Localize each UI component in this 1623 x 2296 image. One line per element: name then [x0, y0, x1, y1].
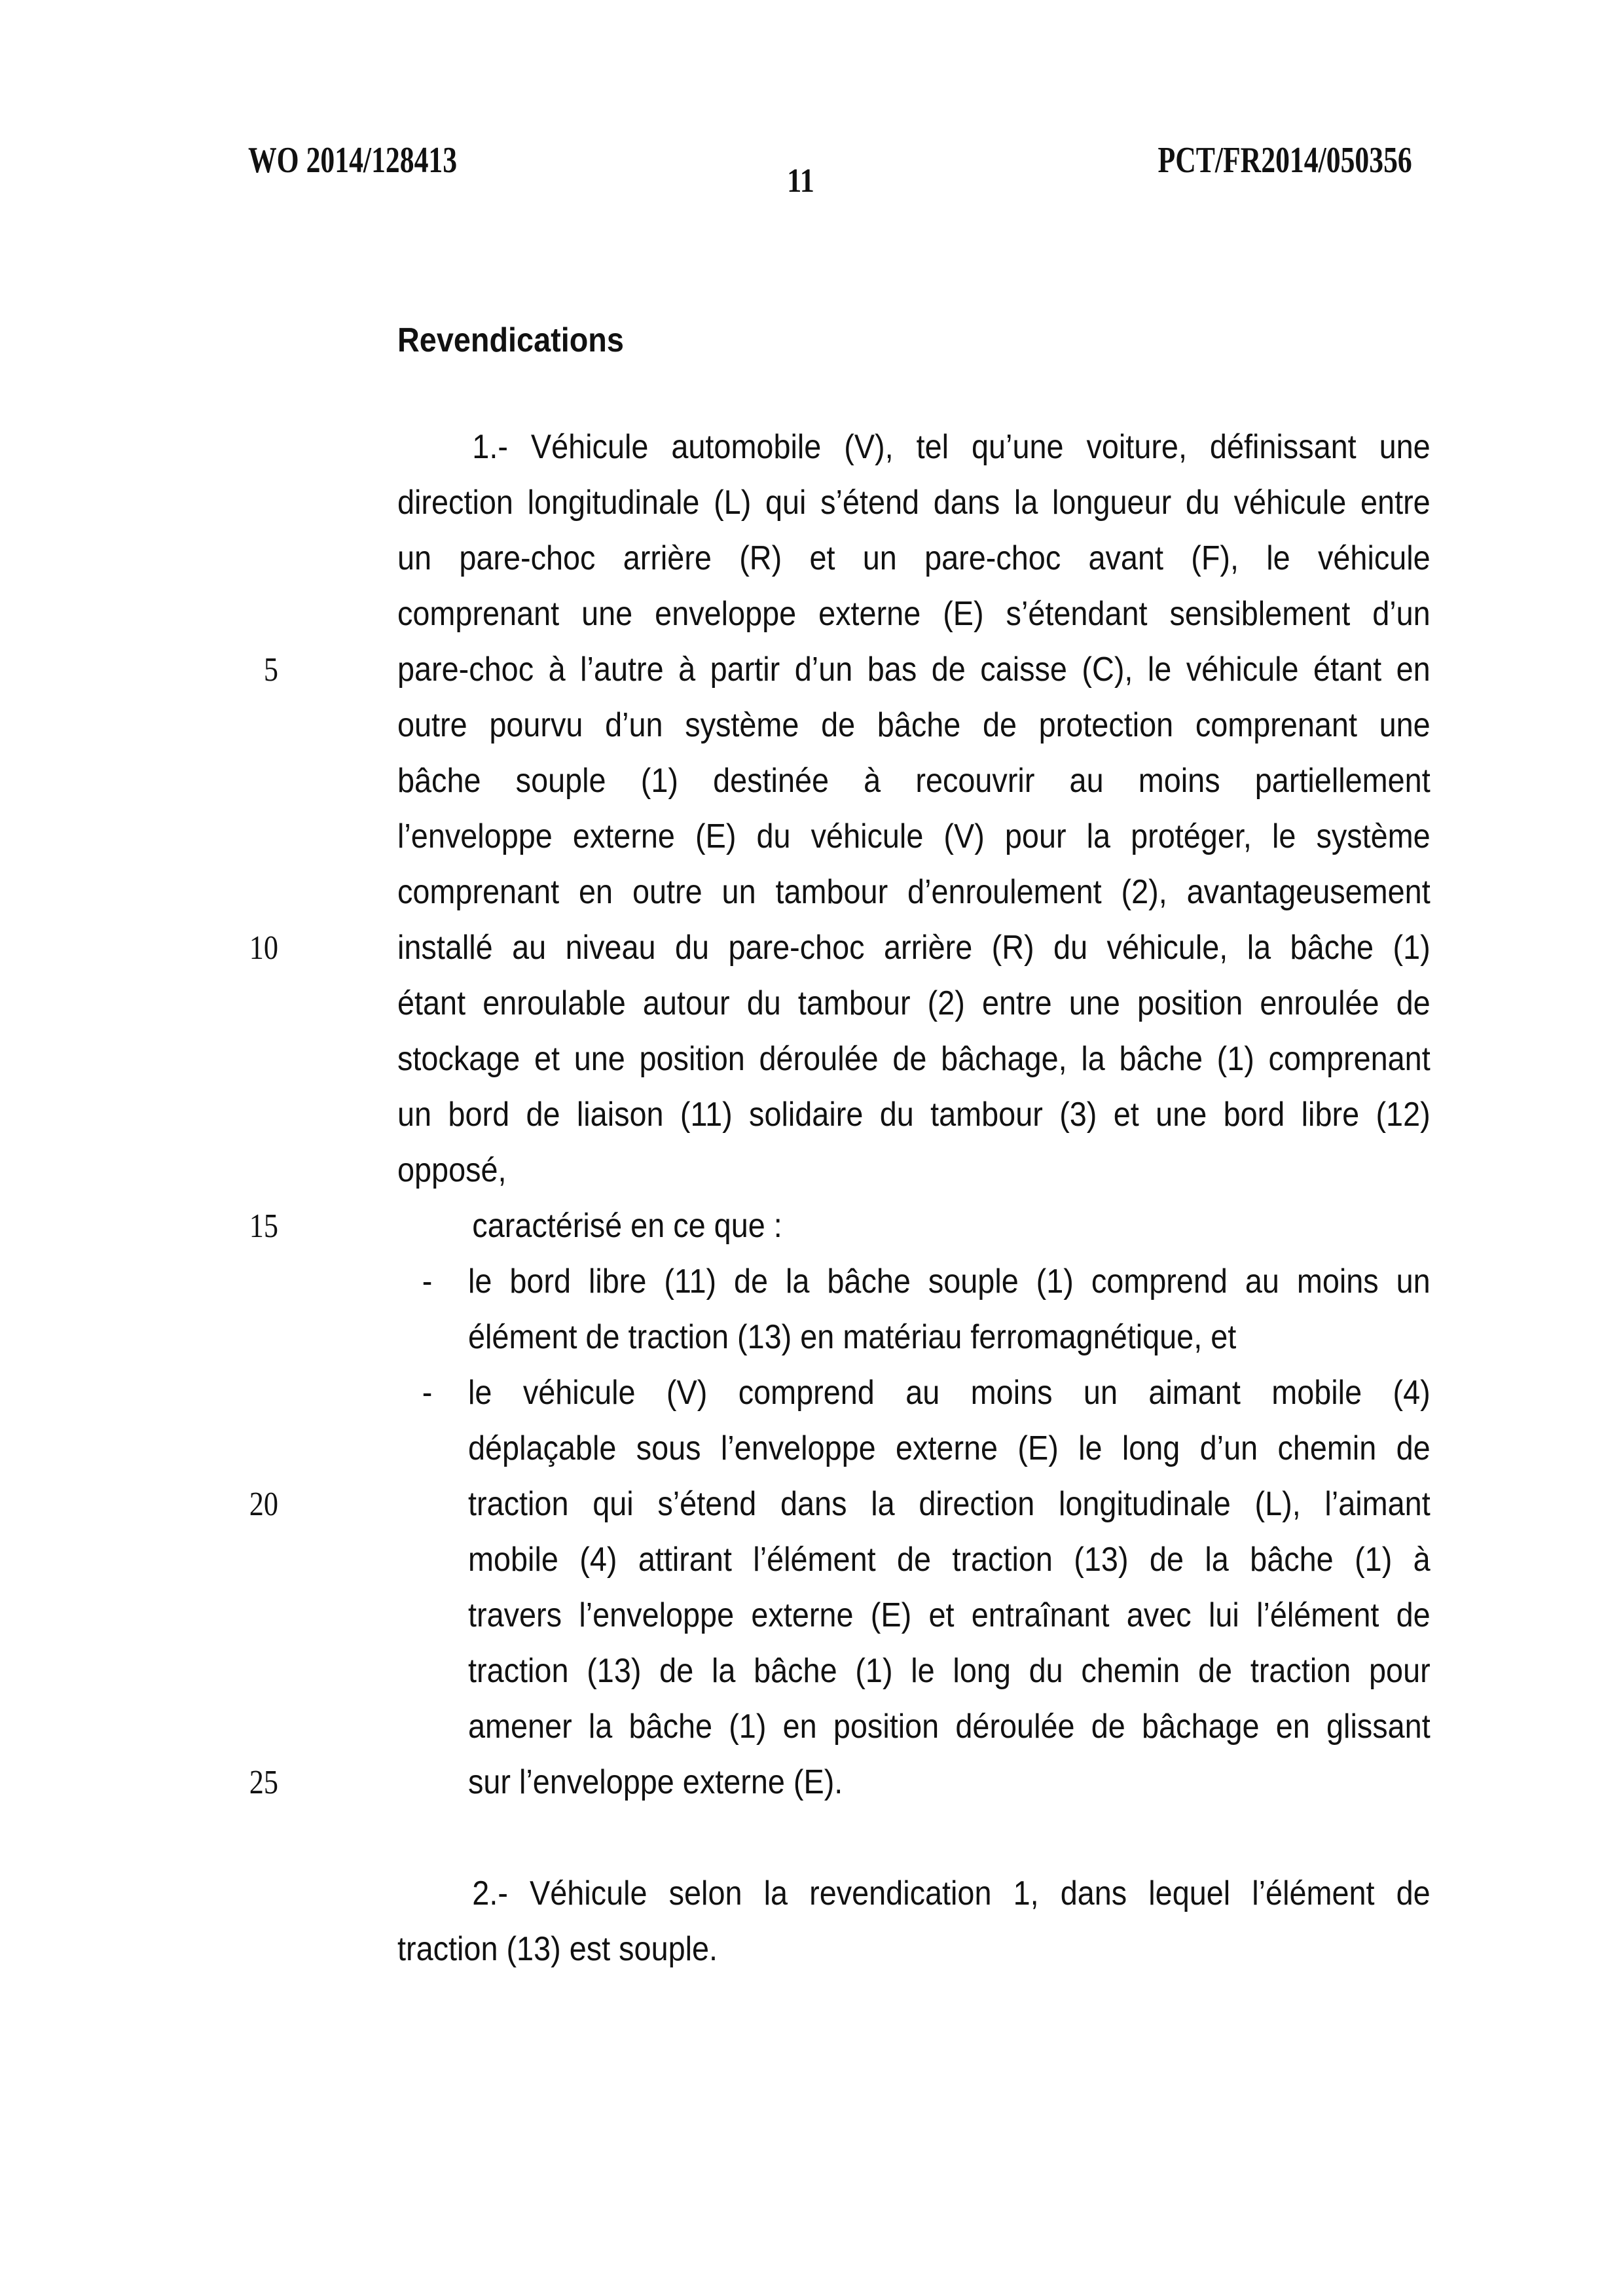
claim-text-line: traction (13) est souple.: [397, 1930, 718, 1968]
blank-line: [397, 1810, 1431, 1866]
claim-text-line: [397, 1365, 1431, 1421]
bullet-dash: -: [422, 1374, 433, 1412]
claim-text-line: l’enveloppe externe (E) du véhicule (V) pour la protéger, le système: [397, 817, 1431, 855]
claim-text-line: traction (13) de la bâche (1) le long du chemin de traction pour: [468, 1652, 1431, 1690]
claim-text-line: 1.- Véhicule automobile (V), tel qu’une voiture, définissant une: [472, 428, 1431, 466]
claim-text: le véhicule (V) comprend au moins un aimant mobile (4): [468, 1374, 1431, 1412]
claim-text-line: caractérisé en ce que :: [472, 1207, 782, 1245]
claim-text-line: direction longitudinale (L) qui s’étend dans la longueur du véhicule entre: [397, 484, 1431, 522]
claim-text-line: [397, 1254, 1431, 1310]
claim-text-line: déplaçable sous l’enveloppe externe (E) le long d’un chemin de: [468, 1429, 1431, 1467]
claim-text-line: sur l’enveloppe externe (E).: [468, 1763, 843, 1801]
claims-title: Revendications: [397, 321, 624, 359]
claim-text-line: élément de traction (13) en matériau ferromagnétique, et: [468, 1318, 1237, 1356]
line-number: 15: [249, 1208, 278, 1245]
claim-text-line: opposé,: [397, 1151, 507, 1189]
application-number: PCT/FR2014/050356: [1158, 140, 1412, 181]
line-number: 10: [249, 929, 278, 967]
claim-text-line: installé au niveau du pare-choc arrière (R) du véhicule, la bâche (1): [397, 929, 1431, 967]
claim-text-line: mobile (4) attirant l’élément de traction (13) de la bâche (1) à: [468, 1541, 1431, 1579]
publication-number: WO 2014/128413: [248, 140, 458, 181]
claim-text-line: comprenant en outre un tambour d’enroulement (2), avantageusement: [397, 873, 1431, 911]
claim-text-line: étant enroulable autour du tambour (2) entre une position enroulée de: [397, 984, 1431, 1022]
claim-text-line: amener la bâche (1) en position déroulée de bâchage en glissant: [468, 1708, 1431, 1746]
claim-text-line: 2.- Véhicule selon la revendication 1, dans lequel l’élément de: [472, 1874, 1431, 1912]
claim-text-line: pare-choc à l’autre à partir d’un bas de caisse (C), le véhicule étant en: [397, 651, 1431, 689]
page-number: 11: [787, 162, 814, 200]
bullet-dash: -: [422, 1263, 433, 1300]
claim-text-line: travers l’enveloppe externe (E) et entraînant avec lui l’élément de: [468, 1596, 1431, 1634]
claim-text-line: outre pourvu d’un système de bâche de protection comprenant une: [397, 706, 1431, 744]
claim-text-line: un pare-choc arrière (R) et un pare-choc avant (F), le véhicule: [397, 539, 1431, 577]
claim-text-line: traction qui s’étend dans la direction longitudinale (L), l’aimant: [468, 1485, 1431, 1523]
line-number: 5: [263, 651, 278, 689]
claims-body: [397, 420, 1431, 1977]
claim-text-line: un bord de liaison (11) solidaire du tambour (3) et une bord libre (12): [397, 1096, 1431, 1134]
line-number: 20: [249, 1486, 278, 1523]
line-number: 25: [249, 1764, 278, 1801]
claim-text-line: bâche souple (1) destinée à recouvrir au moins partiellement: [397, 762, 1431, 800]
claim-text-line: comprenant une enveloppe externe (E) s’étendant sensiblement d’un: [397, 595, 1431, 633]
claim-text-line: stockage et une position déroulée de bâchage, la bâche (1) comprenant: [397, 1040, 1431, 1078]
claim-text: le bord libre (11) de la bâche souple (1) comprend au moins un: [468, 1263, 1431, 1300]
